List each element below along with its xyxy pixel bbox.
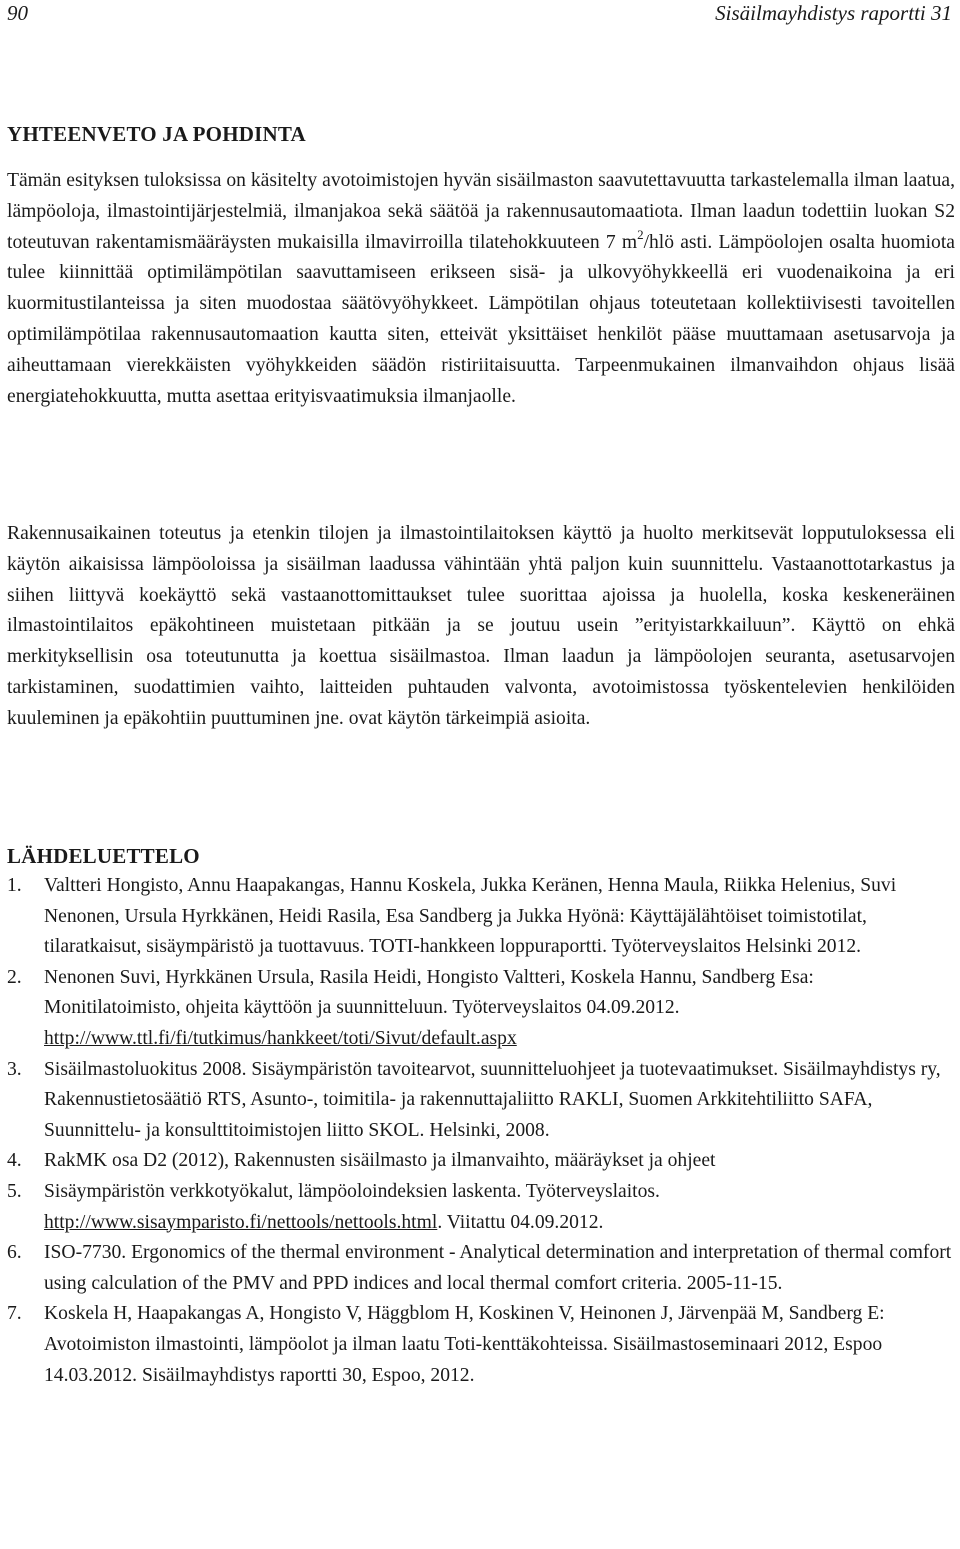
section-heading-summary: YHTEENVETO JA POHDINTA <box>7 122 306 146</box>
paragraph-1-text-b: /hlö asti. Lämpöolojen osalta huomiota tulee kiinnittää optimilämpötilan saavuttamiseen erikseen sisä- ja ulkovyöhykkeellä eri vuodenaikoina ja eri kuormitustilanteissa ja siten muodostaa säätövyöhykkeet. Lämpötilan ohjaus toteutetaan kollektiivisesti tavoitellen optimilämpötilaa rakennusautomaation kautta siten, etteivät yksittäiset henkilöt pääse muuttamaan asetusarvoja ja aiheuttamaan vierekkäisten vyöhykkeiden säädön ristiriitaisuutta. Tarpeenmukainen ilmanvaihdon ohjaus lisää energiatehokkuutta, mutta asettaa erityisvaatimuksia ilmanjaolle. <box>7 231 955 407</box>
reference-list <box>7 871 952 1391</box>
reference-text: Sisäilmastoluokitus 2008. Sisäympäristön tavoitearvot, suunnitteluohjeet ja tuotevaatimukset. Sisäilmayhdistys ry, Rakennustietosäätiö RTS, Asunto-, toimitila- ja rakennuttajaliitto RAKLI, Suomen Arkkitehtiliitto SAFA, Suunnittelu- ja konsulttitoimistojen liitto SKOL. Helsinki, 2008. <box>44 1058 941 1141</box>
running-header: Sisäilmayhdistys raportti 31 <box>715 1 952 25</box>
reference-number: 1. <box>7 875 22 896</box>
reference-text: RakMK osa D2 (2012), Rakennusten sisäilmasto ja ilmanvaihto, määräykset ja ohjeet <box>44 1150 716 1172</box>
summary-paragraph-2: Rakennusaikainen toteutus ja etenkin tilojen ja ilmastointilaitoksen käyttö ja huolto merkitsevät lopputuloksessa eli käytön aikaisissa lämpöoloissa ja sisäilman laadussa vähintään yhtä paljon kuin suunnittelu. Vastaanottotarkastus ja siihen liittyvä koekäyttö sekä vastaanottomittaukset tulee suorittaa ajoissa ja huolella, koska keskeneräinen ilmastointilaitos epäkohtineen muistetaan pitkään ja se joutuu usein ”erityistarkkailuun”. Käyttö on ehkä merkityksellisin osa toteutunutta ja koettua sisäilmastoa. Ilman laadun ja lämpöolojen seuranta, asetusarvojen tarkistaminen, suodattimien vaihto, laitteiden puhtauden valvonta, avotoimistossa työskentelevien henkilöiden kuuleminen ja epäkohtiin puuttuminen jne. ovat käytön tärkeimpiä asioita. <box>7 523 955 729</box>
reference-number: 4. <box>7 1150 22 1172</box>
reference-text: Nenonen Suvi, Hyrkkänen Ursula, Rasila Heidi, Hongisto Valtteri, Koskela Hannu, Sandberg Esa: Monitilatoimisto, ohjeita käyttöön ja suunnitteluun. Työterveyslaitos 04.09.2012. <box>44 966 814 1019</box>
reference-item-5 <box>7 1177 952 1238</box>
reference-link-sisaymparisto[interactable]: http://www.sisaymparisto.fi/nettools/nettools.html <box>44 1211 438 1233</box>
summary-paragraph-1 <box>7 166 955 412</box>
reference-item-2 <box>7 963 952 1055</box>
reference-item-6 <box>7 1238 952 1299</box>
reference-number: 2. <box>7 966 22 988</box>
superscript-2: 2 <box>637 227 644 243</box>
reference-text: ISO-7730. Ergonomics of the thermal environment - Analytical determination and interpretation of thermal comfort using calculation of the PMV and PPD indices and local thermal comfort criteria. 2005-11-15. <box>44 1242 952 1294</box>
reference-item-7 <box>7 1299 952 1391</box>
reference-number: 7. <box>7 1303 22 1325</box>
reference-number: 5. <box>7 1180 22 1202</box>
reference-item-3 <box>7 1055 952 1147</box>
reference-number: 6. <box>7 1242 22 1264</box>
section-heading-references: LÄHDELUETTELO <box>7 844 200 868</box>
reference-text: Sisäympäristön verkkotyökalut, lämpöoloindeksien laskenta. Työterveyslaitos. <box>44 1180 660 1202</box>
reference-text: Valtteri Hongisto, Annu Haapakangas, Hannu Koskela, Jukka Keränen, Henna Maula, Riikka Helenius, Suvi Nenonen, Ursula Hyrkkänen, Heidi Rasila, Esa Sandberg ja Jukka Hyönä: Käyttäjälähtöiset toimistotilat, tilaratkaisut, sisäympäristö ja tuottavuus. TOTI-hankkeen loppuraportti. Työterveyslaitos Helsinki 2012. <box>44 875 897 958</box>
reference-text-suffix: . Viitattu 04.09.2012. <box>437 1211 604 1233</box>
reference-item-4 <box>7 1146 952 1177</box>
reference-item-1 <box>7 871 952 963</box>
reference-text: Koskela H, Haapakangas A, Hongisto V, Häggblom H, Koskinen V, Heinonen J, Järvenpää M, Sandberg E: Avotoimiston ilmastointi, lämpöolot ja ilman laatu Toti-kenttäkohteissa. Sisäilmastoseminaari 2012, Espoo 14.03.2012. Sisäilmayhdistys raportti 30, Espoo, 2012. <box>44 1303 885 1386</box>
paragraph-1-text-a: Tämän esityksen tuloksissa on käsitelty avotoimistojen hyvän sisäilmaston saavutettavuutta tarkastelemalla ilman laatua, lämpöoloja, ilmastointijärjestelmiä, ilmanjakoa sekä säätöä ja rakennusautomaatiota. Ilman laadun todettiin luokan S2 toteutuvan rakentamismääräysten mukaisilla ilmavirroilla tilatehokkuuteen 7 m <box>7 170 955 253</box>
reference-link-ttl[interactable]: http://www.ttl.fi/fi/tutkimus/hankkeet/toti/Sivut/default.aspx <box>44 1027 517 1049</box>
page-number: 90 <box>7 1 28 25</box>
reference-number: 3. <box>7 1058 22 1080</box>
